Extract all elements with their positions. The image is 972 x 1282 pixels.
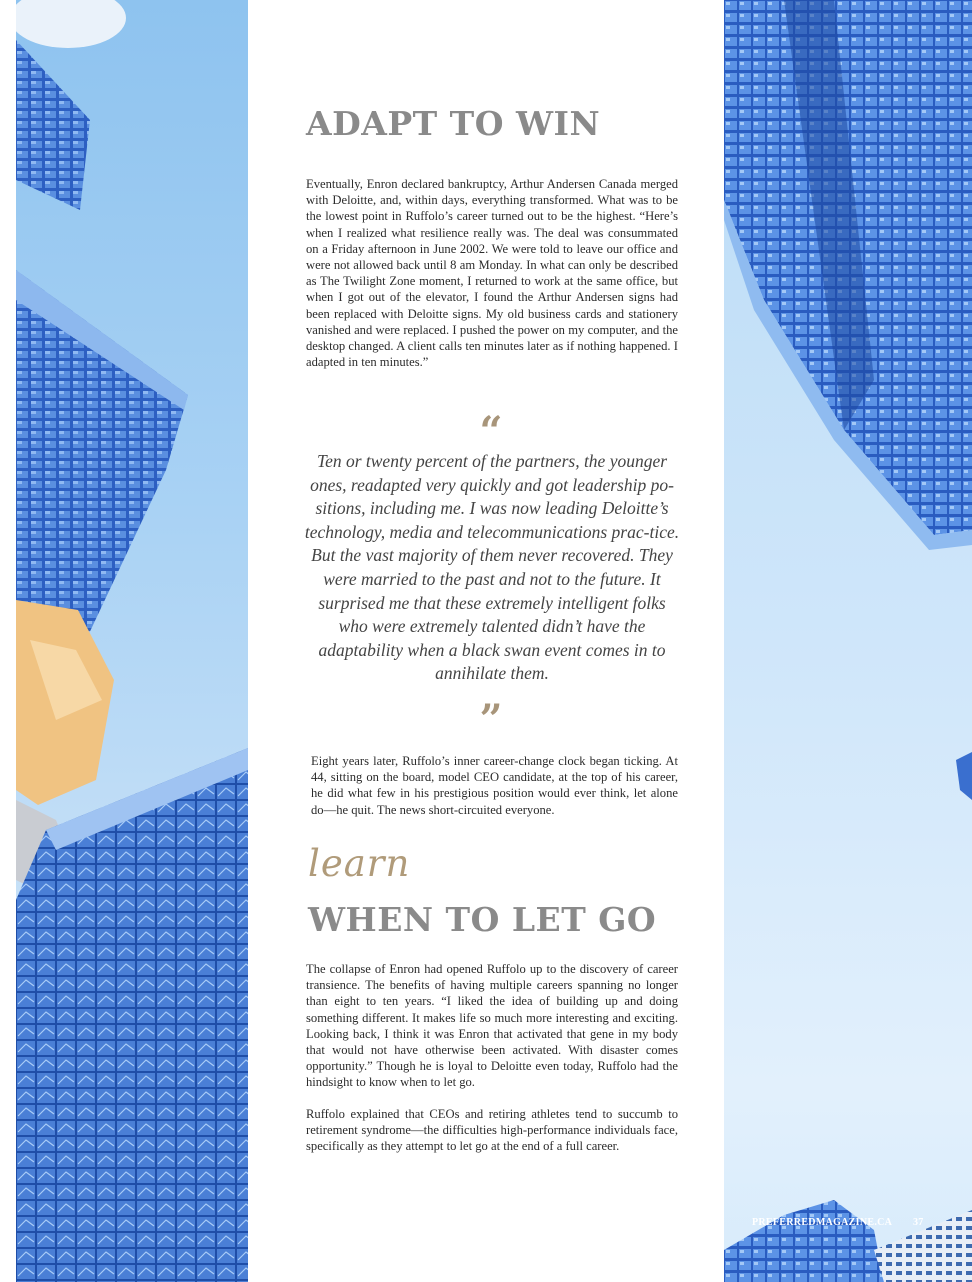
body-paragraph: Ruffolo explained that CEOs and retiring athletes tend to succumb to retirement syndrome—the difficulties high-performance individuals face, specifically as they attempt to let go at the end of a full career. (306, 1107, 678, 1154)
section-heading-let-go: WHEN TO LET GO (308, 900, 657, 939)
page-margin-left (0, 0, 16, 1282)
section-heading-adapt: ADAPT TO WIN (306, 104, 601, 143)
body-paragraph: Eight years later, Ruffolo’s inner career-change clock began ticking. At 44, sitting on the board, model CEO candidate, at the top of his career, he did what few in his prestigious position would ever think, let alone do—he quit. The news short-circuited everyone. (311, 754, 678, 817)
close-quote-icon: ” (479, 696, 503, 743)
magazine-url: PREFERREDMAGAZINE.CA (752, 1217, 893, 1228)
body-paragraph: Eventually, Enron declared bankruptcy, Arthur Andersen Canada merged with Deloitte, and, within days, everything transformed. What was to be the lowest point in Ruffolo’s career turned out to be the highest. “Here’s when I realized what resilience really was. The deal was consummated on a Friday afternoon in June 2002. We were told to leave our office and were not allowed back until 8 am Monday. In what can only be described as The Twilight Zone moment, I returned to work at the same office, but when I got out of the elevator, I found the Arthur Andersen signs had been replaced with Deloitte signs. My old business cards and stationery vanished and were replaced. I pushed the power on my computer, and the desktop changed. A client calls ten minutes later as if nothing happened. I adapted in ten minutes.” (306, 177, 678, 370)
open-quote-icon: “ (479, 408, 503, 455)
page-number: 37 (912, 1217, 924, 1228)
page-folio (752, 1217, 924, 1228)
skyscraper-illustration-left (16, 0, 248, 1282)
pull-quote: Ten or twenty percent of the partners, the younger ones, readapted very quickly and got leadership po-sitions, including me. I was now leading Deloitte’s technology, media and telecommunications prac-tice. But the vast majority of them never recovered. They were married to the past and not to the future. It surprised me that these extremely intelligent folks who were extremely talented didn’t have the adaptability when a black swan event comes in to annihilate them. (304, 451, 680, 684)
body-paragraph: The collapse of Enron had opened Ruffolo up to the discovery of career transience. The benefits of having multiple careers spanning no longer than eight to ten years. “I liked the idea of building up and doing something different. It makes life so much more interesting and exciting. Looking back, I think it was Enron that activated that gene in my body that would not have otherwise been activated. With disaster comes opportunity.” Though he is loyal to Deloitte even today, Ruffolo had the hindsight to know when to let go. (306, 962, 678, 1090)
skyscraper-illustration-right (724, 0, 972, 1282)
script-accent-word: learn (308, 842, 411, 885)
building-photo-right (724, 0, 972, 1282)
building-photo-left (16, 0, 248, 1282)
